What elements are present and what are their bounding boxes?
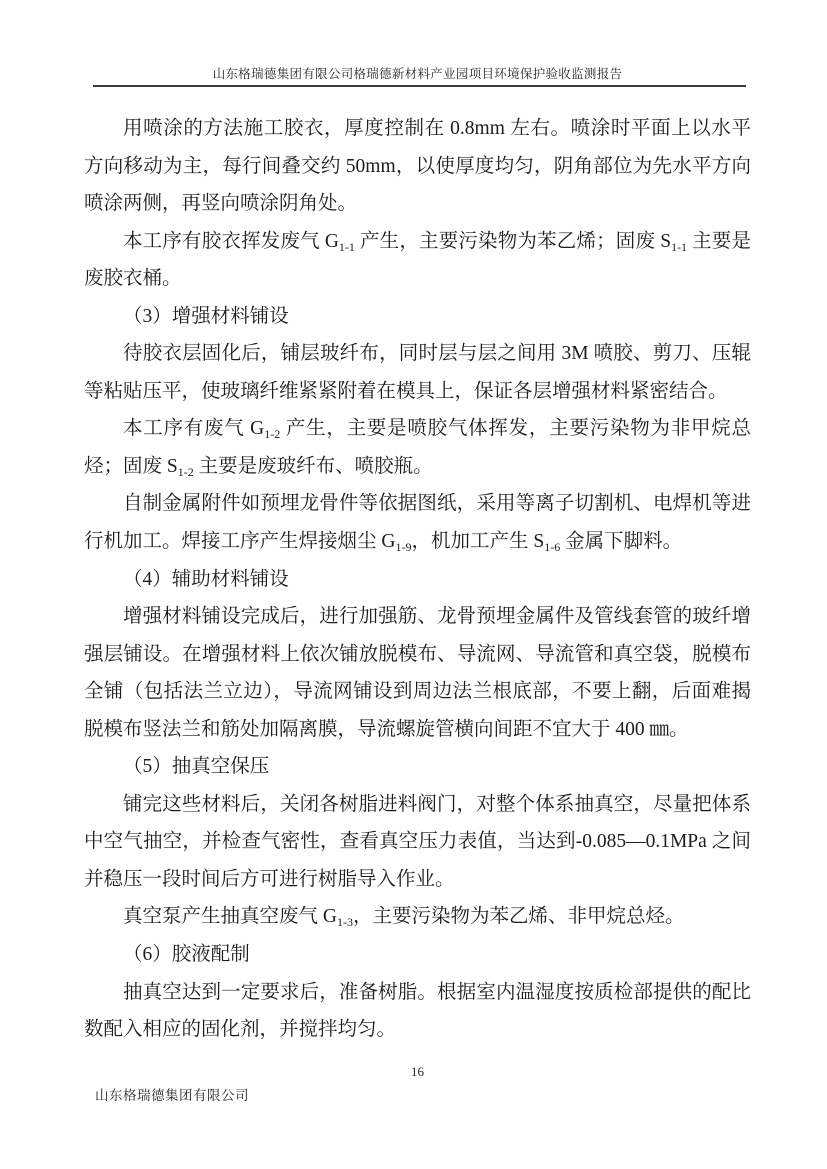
paragraph-fiberglass-laying: 待胶衣层固化后，铺层玻纤布，同时层与层之间用 3M 喷胶、剪刀、压辊等粘贴压平，使玻璃纤维紧紧附着在模具上，保证各层增强材料紧密结合。: [84, 343, 751, 402]
subscript-label: 1-6: [544, 540, 561, 555]
heading-section-5: （5）抽真空保压: [123, 756, 270, 778]
page-header-title: 山东格瑞德集团有限公司格瑞德新材料产业园项目环境保护验收监测报告: [212, 67, 623, 81]
paragraph-gelcoat-spray: 用喷涂的方法施工胶衣，厚度控制在 0.8mm 左右。喷涂时平面上以水平方向移动为主，每行间叠交约 50mm，以使厚度均匀，阴角部位为先水平方向喷涂两侧，再竖向喷涂阴角处。: [84, 118, 751, 215]
document-body: [84, 110, 751, 1049]
paragraph-metal-parts: 自制金属附件如预埋龙骨件等依据图纸，采用等离子切割机、电焊机等进行机加工。焊接工序产生焊接烟尘 $G_{1-9}$，机加工产生 $S_{1-6}$ 金属下脚料。: [84, 493, 751, 555]
header-divider: [93, 85, 746, 87]
subscript-label: 1-1: [671, 239, 688, 254]
heading-section-4: （4）辅助材料铺设: [123, 568, 289, 590]
heading-section-3: （3）增强材料铺设: [123, 305, 289, 327]
page-number: 16: [411, 1064, 424, 1079]
footer-company-name: 山东格瑞德集团有限公司: [95, 1088, 249, 1103]
paragraph-vacuum-process: 铺完这些材料后，关闭各树脂进料阀门，对整个体系抽真空，尽量把体系中空气抽空，并检查气密性，查看真空压力表值，当达到-0.085—0.1MPa 之间并稳压一段时间后方可进行树脂导入作业。: [84, 793, 751, 890]
subscript-label: 1-3: [336, 915, 353, 930]
heading-section-6: （6）胶液配制: [123, 944, 250, 966]
subscript-label: 1-1: [338, 239, 355, 254]
paragraph-auxiliary-materials: 增强材料铺设完成后，进行加强筋、龙骨预埋金属件及管线套管的玻纤增强层铺设。在增强材料上依次铺放脱模布、导流网、导流管和真空袋，脱模布全铺（包括法兰立边），导流网铺设到周边法兰根底部，不要上翻，后面难揭脱模布竖法兰和筋处加隔离膜，导流螺旋管横向间距不宜大于 400 ㎜。: [84, 606, 751, 740]
subscript-label: 1-9: [395, 540, 412, 555]
paragraph-gelcoat-waste: 本工序有胶衣挥发废气 $G_{1-1}$ 产生，主要污染物为苯乙烯；固废 $S_{1-1}$ 主要是废胶衣桶。: [84, 230, 751, 290]
paragraph-spray-glue-waste: 本工序有废气 $G_{1-2}$ 产生，主要是喷胶气体挥发，主要污染物为非甲烷总烃；固废 $S_{1-2}$ 主要是废玻纤布、喷胶瓶。: [84, 418, 751, 479]
subscript-label: 1-2: [177, 464, 194, 479]
subscript-label: 1-2: [264, 427, 281, 442]
paragraph-vacuum-waste: 真空泵产生抽真空废气 $G_{1-3}$，主要污染物为苯乙烯、非甲烷总烃。: [123, 906, 685, 930]
paragraph-resin-preparation: 抽真空达到一定要求后，准备树脂。根据室内温湿度按质检部提供的配比数配入相应的固化剂，并搅拌均匀。: [84, 981, 751, 1041]
